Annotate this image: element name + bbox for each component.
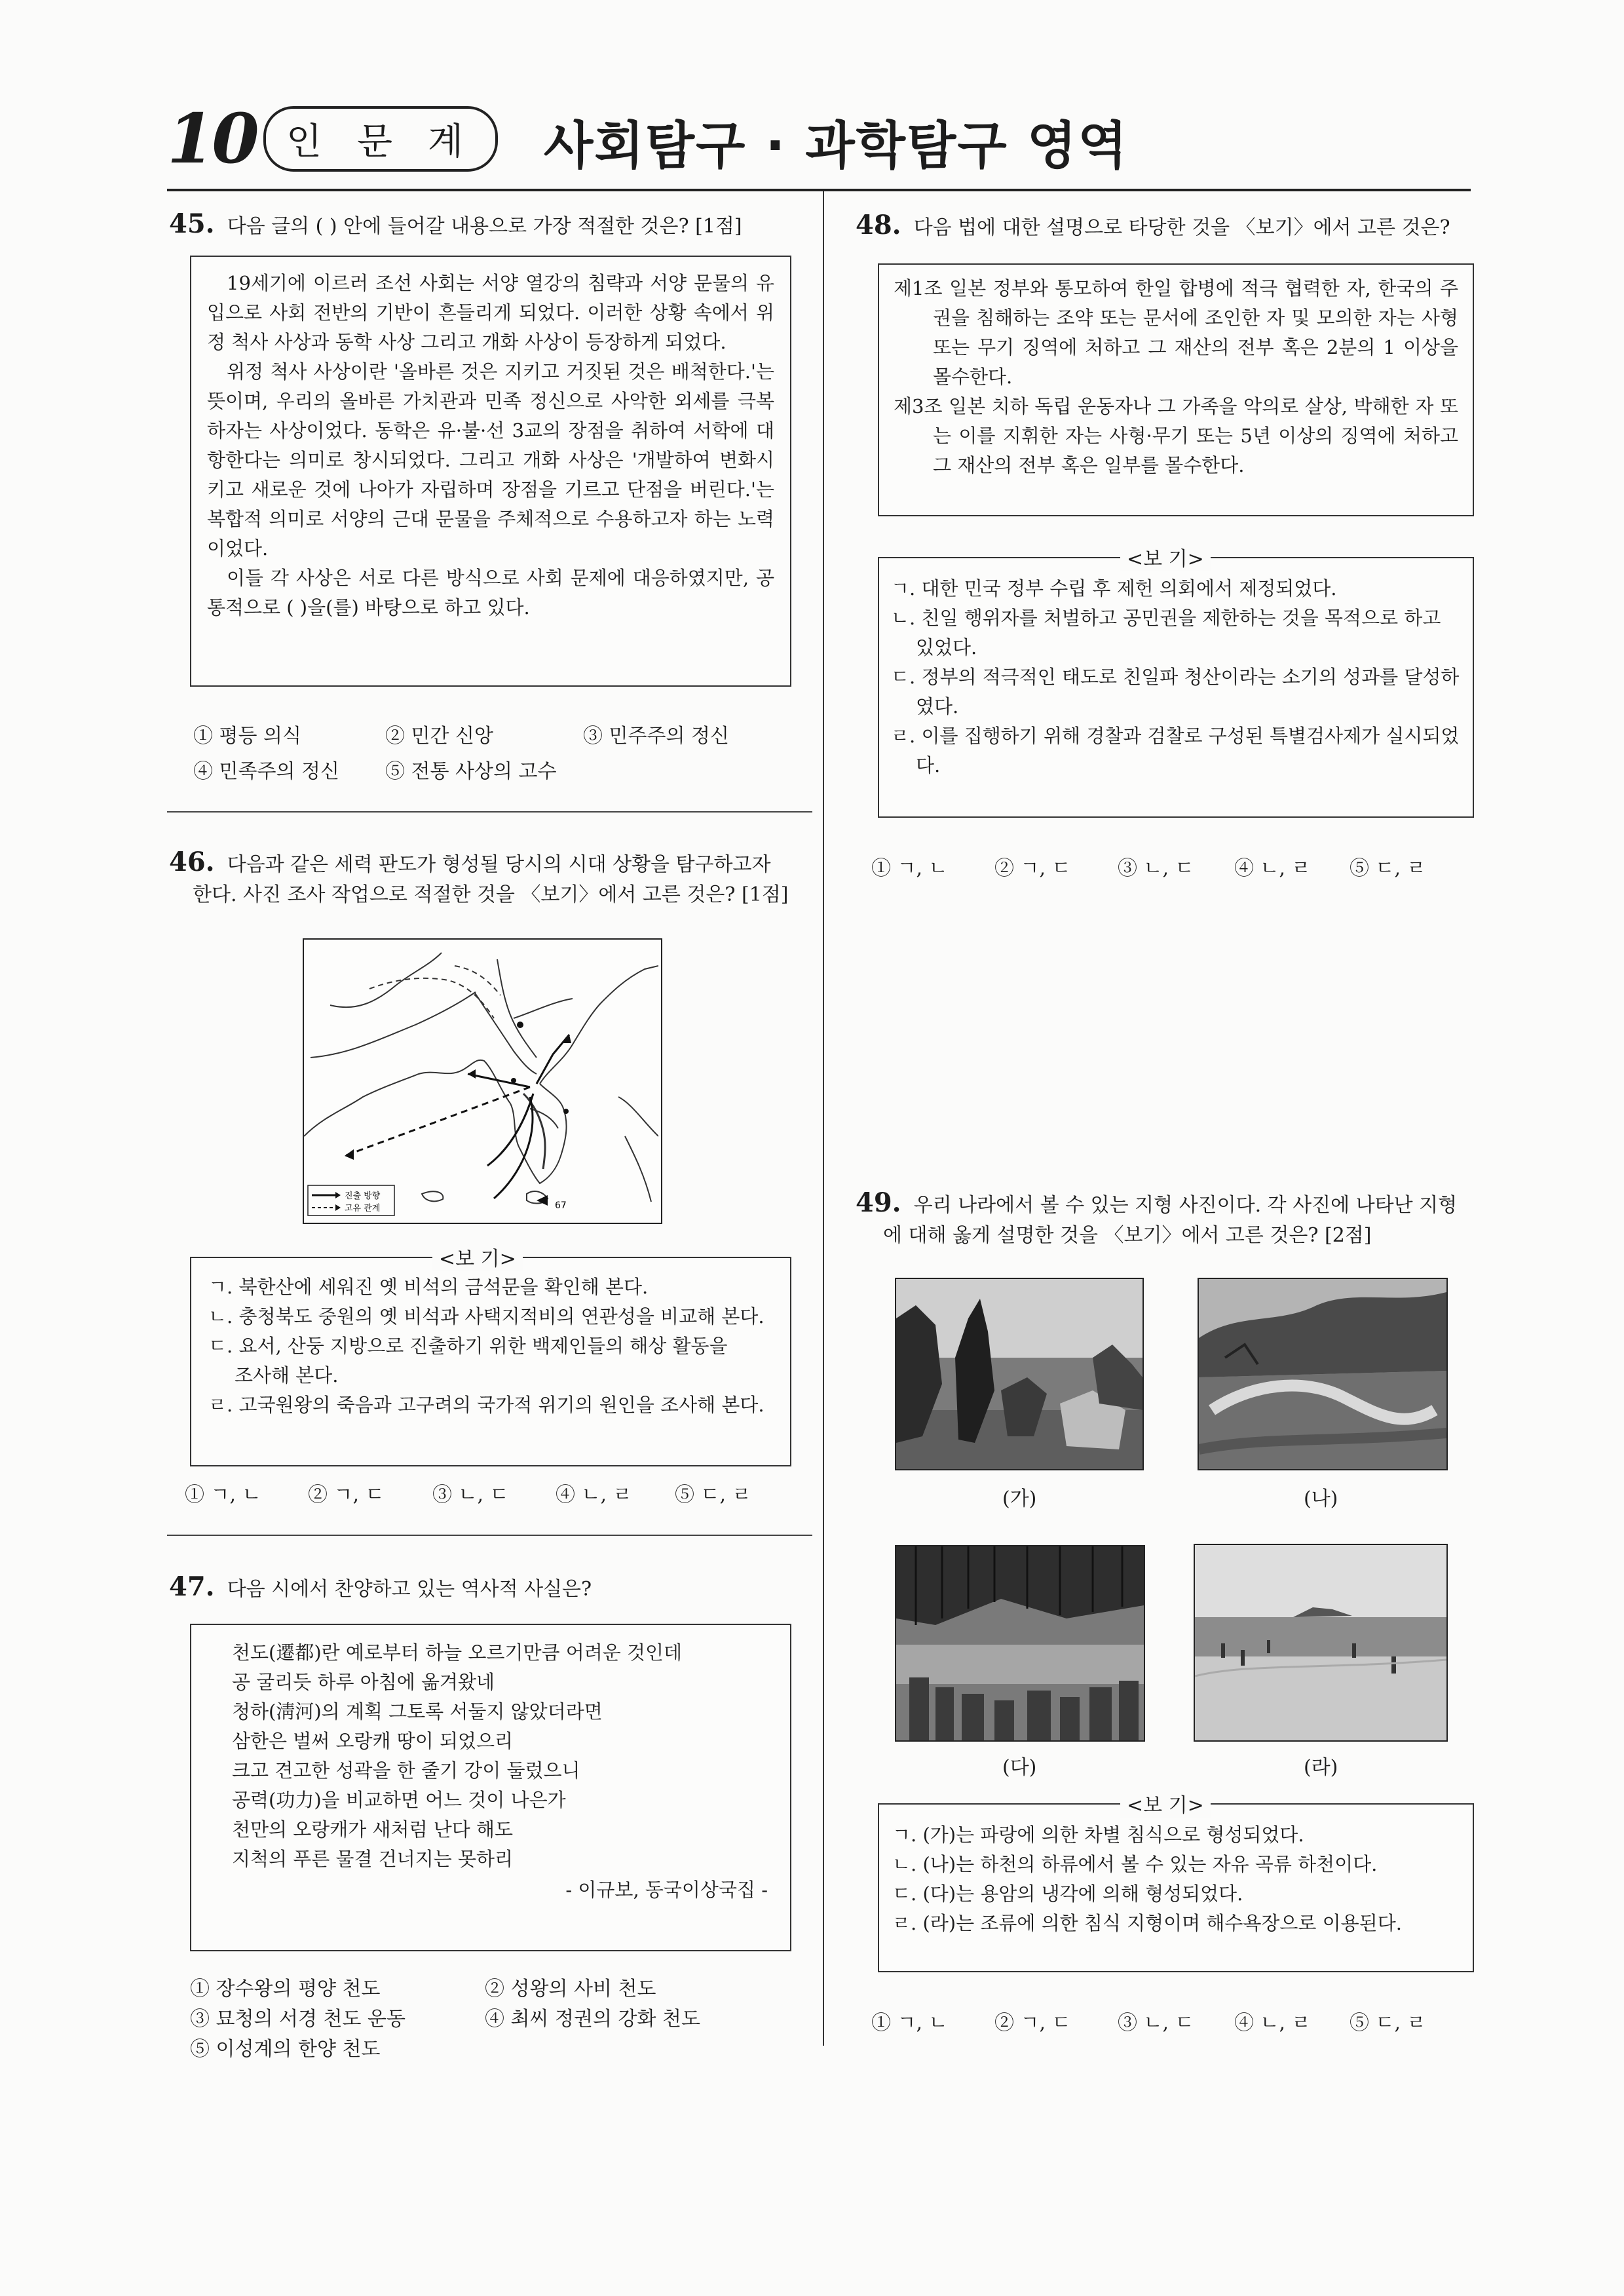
question-number: 45.: [169, 208, 215, 239]
question-number: 46.: [169, 847, 215, 877]
option-5[interactable]: ⑤ ㄷ, ㄹ: [1350, 2012, 1426, 2035]
question-separator: [167, 811, 812, 813]
bogi-item-continuation: 조사해 본다.: [235, 1364, 339, 1387]
option-3[interactable]: ③ ㄴ, ㄷ: [432, 1483, 509, 1506]
svg-text:67: 67: [555, 1200, 567, 1211]
question-46: [169, 847, 811, 910]
question-prompt: 다음 글의 ( ) 안에 들어갈 내용으로 가장 적절한 것은? [1점]: [227, 215, 742, 238]
option-2[interactable]: ② 민간 신앙: [385, 725, 493, 748]
column-divider: [823, 191, 824, 2046]
photo-na: [1198, 1278, 1448, 1470]
option-2[interactable]: ② ㄱ, ㄷ: [994, 2012, 1071, 2035]
bogi-item: ㄱ. 북한산에 세워진 옛 비석의 금석문을 확인해 본다.: [208, 1276, 649, 1298]
option-1[interactable]: ① 평등 의식: [193, 725, 301, 748]
question-prompt: 다음 시에서 찬양하고 있는 역사적 사실은?: [227, 1578, 592, 1601]
option-1[interactable]: ① ㄱ, ㄴ: [185, 1483, 261, 1506]
law-box: [878, 263, 1474, 516]
poem-line: 공력(功力)을 비교하면 어느 것이 나은가: [232, 1789, 566, 1811]
bogi-item: ㄹ. 고국원왕의 죽음과 고구려의 국가적 위기의 원인을 조사해 본다.: [208, 1394, 765, 1416]
bogi-title: <보 기>: [1120, 1789, 1211, 1818]
passage-paragraph: 위정 척사 사상이란 '올바른 것은 지키고 거짓된 것은 배척한다.'는 뜻이며, 우리의 올바른 가치관과 민족 정신으로 사악한 외세를 극복하자는 사상이었다. 동학은 유·불·선 3교의 장점을 취하여 서학에 대항한다는 의미로 창시되었다. 그리고 개화 사상은 '개발하여 변화시키고 새로운 것에 나아가 자립하며 장점을 기르고 단점을 버린다.'는 복합적 의미로 서양의 근대 문물을 주체적으로 수용하고자 하는 노력이었다.: [207, 360, 774, 560]
passage-box: [190, 256, 791, 687]
photo-caption-ga: (가): [1002, 1487, 1037, 1510]
map-drawing: [304, 940, 658, 1220]
option-2[interactable]: ② ㄱ, ㄷ: [994, 857, 1071, 880]
poem-line: 지척의 푸른 물결 건너지는 못하리: [232, 1848, 514, 1870]
poem-line: 천도(遷都)란 예로부터 하늘 오르기만큼 어려운 것인데: [232, 1641, 683, 1664]
option-1[interactable]: ① ㄱ, ㄴ: [871, 2012, 948, 2035]
photo-ra: [1194, 1544, 1448, 1742]
photo-caption-da: (다): [1002, 1756, 1037, 1779]
bogi-item: ㄷ. 정부의 적극적인 태도로 친일파 청산이라는 소기의 성과를 달성하였다.: [891, 666, 1460, 718]
option-5[interactable]: ⑤ 전통 사상의 고수: [385, 760, 557, 783]
option-3[interactable]: ③ ㄴ, ㄷ: [1118, 857, 1194, 880]
option-5[interactable]: ⑤ ㄷ, ㄹ: [675, 1483, 751, 1506]
poem-line: 삼한은 벌써 오랑캐 땅이 되었으리: [232, 1730, 514, 1752]
question-number: 49.: [856, 1187, 901, 1218]
question-number: 48.: [856, 210, 901, 240]
map-legend-1: 진출 방향: [345, 1191, 381, 1201]
option-2[interactable]: ② 성왕의 사비 천도: [485, 1978, 656, 2000]
track-badge: 인 문 계: [263, 106, 498, 172]
bogi-item: ㄱ. 대한 민국 정부 수립 후 제헌 의회에서 제정되었다.: [891, 577, 1337, 600]
bogi-item: ㄷ. 요서, 산둥 지방으로 진출하기 위한 백제인들의 해상 활동을: [208, 1335, 728, 1357]
bogi-title: <보 기>: [1120, 543, 1211, 571]
photo-caption-ra: (라): [1304, 1756, 1338, 1779]
option-4[interactable]: ④ ㄴ, ㄹ: [1234, 2012, 1311, 2035]
poem-line: 청하(淸河)의 계획 그토록 서둘지 않았더라면: [232, 1700, 603, 1723]
option-5[interactable]: ⑤ 이성계의 한양 천도: [190, 2038, 381, 2061]
question-prompt: 에 대해 옳게 설명한 것을 〈보기〉에서 고른 것은? [2점]: [883, 1224, 1372, 1247]
question-48: [856, 210, 1478, 243]
option-4[interactable]: ④ 민족주의 정신: [193, 760, 339, 783]
bogi-item: ㄹ. 이를 집행하기 위해 경찰과 검찰로 구성된 특별검사제가 실시되었다.: [891, 725, 1460, 776]
question-prompt: 우리 나라에서 볼 수 있는 지형 사진이다. 각 사진에 나타난 지형: [913, 1194, 1458, 1217]
law-article: 제3조 일본 치하 독립 운동자나 그 가족을 악의로 살상, 박해한 자 또는 이를 지휘한 자는 사형·무기 또는 5년 이상의 징역에 처하고 그 재산의 전부 혹은 일부를 몰수한다.: [894, 395, 1458, 476]
option-3[interactable]: ③ ㄴ, ㄷ: [1118, 2012, 1194, 2035]
photo-ga: [895, 1278, 1144, 1470]
option-4[interactable]: ④ ㄴ, ㄹ: [1234, 857, 1311, 880]
poem-source: - 이규보, 동국이상국집 -: [565, 1879, 768, 1901]
bogi-item: ㄴ. 친일 행위자를 처벌하고 공민권을 제한하는 것을 목적으로 하고 있었다.: [891, 607, 1441, 659]
option-5[interactable]: ⑤ ㄷ, ㄹ: [1350, 857, 1426, 880]
photo-da: [895, 1545, 1145, 1742]
option-1[interactable]: ① ㄱ, ㄴ: [871, 857, 948, 880]
question-45: [169, 208, 798, 242]
bogi-item: ㄴ. (나)는 하천의 하류에서 볼 수 있는 자유 곡류 하천이다.: [892, 1853, 1378, 1875]
territory-map: [303, 938, 662, 1224]
poem-line: 공 굴리듯 하루 아침에 옮겨왔네: [232, 1671, 495, 1693]
bogi-item: ㄹ. (라)는 조류에 의한 침식 지형이며 해수욕장으로 이용된다.: [892, 1912, 1402, 1934]
header-rule: [167, 189, 1471, 191]
question-prompt: 다음 법에 대한 설명으로 타당한 것을 〈보기〉에서 고른 것은?: [913, 216, 1450, 239]
photo-caption-na: (나): [1304, 1487, 1338, 1510]
option-3[interactable]: ③ 민주주의 정신: [583, 725, 729, 748]
question-47: [169, 1571, 798, 1605]
bogi-item: ㄷ. (다)는 용암의 냉각에 의해 형성되었다.: [892, 1883, 1243, 1905]
bogi-item: ㄱ. (가)는 파랑에 의한 차별 침식으로 형성되었다.: [892, 1824, 1304, 1846]
option-3[interactable]: ③ 묘청의 서경 천도 운동: [190, 2008, 406, 2031]
bogi-title: <보 기>: [432, 1242, 523, 1271]
bogi-list: [892, 1820, 1462, 1938]
option-4[interactable]: ④ ㄴ, ㄹ: [556, 1483, 632, 1506]
question-prompt: 다음과 같은 세력 판도가 형성될 당시의 시대 상황을 탐구하고자: [227, 853, 771, 876]
page-number: 10: [167, 98, 257, 179]
map-legend-2: 고유 관계: [345, 1204, 381, 1214]
law-article: 제1조 일본 정부와 통모하여 한일 합병에 적극 협력한 자, 한국의 주권을 침해하는 조약 또는 문서에 조인한 자 및 모의한 자는 사형 또는 무기 징역에 처하고 그 재산의 전부 혹은 2분의 1 이상을 몰수한다.: [894, 277, 1458, 388]
poem-box: [190, 1624, 791, 1951]
bogi-list: [208, 1272, 785, 1420]
poem-line: 천만의 오랑캐가 새처럼 난다 해도: [232, 1818, 514, 1841]
section-title: 사회탐구 · 과학탐구 영역: [544, 117, 1129, 176]
question-number: 47.: [169, 1571, 215, 1602]
question-separator: [167, 1535, 812, 1536]
question-prompt: 한다. 사진 조사 작업으로 적절한 것을 〈보기〉에서 고른 것은? [1점]: [193, 883, 789, 906]
option-1[interactable]: ① 장수왕의 평양 천도: [190, 1978, 381, 2000]
question-49: [856, 1187, 1484, 1251]
passage-paragraph: 이들 각 사상은 서로 다른 방식으로 사회 문제에 대응하였지만, 공통적으로 ( )을(를) 바탕으로 하고 있다.: [207, 567, 774, 619]
bogi-item: ㄴ. 충청북도 중원의 옛 비석과 사택지적비의 연관성을 비교해 본다.: [208, 1305, 765, 1328]
passage-paragraph: 19세기에 이르러 조선 사회는 서양 열강의 침략과 서양 문물의 유입으로 사회 전반의 기반이 흔들리게 되었다. 이러한 상황 속에서 위정 척사 사상과 동학 사상 그리고 개화 사상이 등장하게 되었다.: [207, 272, 774, 353]
option-2[interactable]: ② ㄱ, ㄷ: [308, 1483, 385, 1506]
bogi-list: [891, 574, 1462, 780]
poem-line: 크고 견고한 성곽을 한 줄기 강이 둘렀으니: [232, 1759, 580, 1782]
option-4[interactable]: ④ 최씨 정권의 강화 천도: [485, 2008, 700, 2031]
